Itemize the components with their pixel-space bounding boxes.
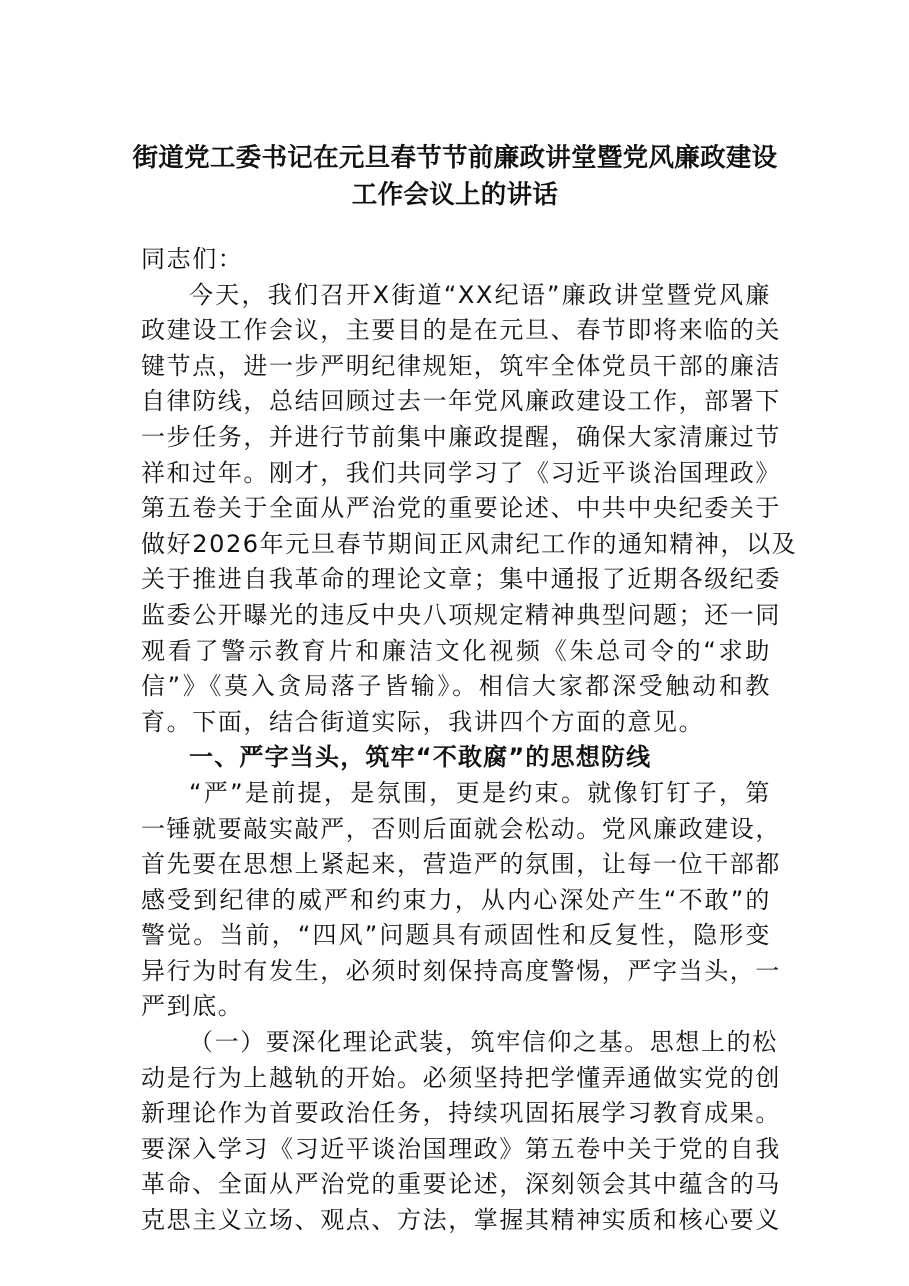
paragraph-intro [141,278,798,741]
paragraph-line: （一）要深化理论武装，筑牢信仰之基。思想上的松 [189,1028,778,1057]
paragraph-line: 自律防线，总结回顾过去一年党风廉政建设工作，部署下 [141,387,781,416]
paragraph-section1 [141,776,781,1025]
paragraph-line: 新理论作为首要政治任务，持续巩固拓展学习教育成果。 [141,1099,781,1128]
title-line-1: 街道党工委书记在元旦春节节前廉政讲堂暨党风廉政建设 [132,143,778,173]
paragraph-line: 观看了警示教育片和廉洁文化视频《朱总司令的“求助 [141,636,771,665]
paragraph-line: 警觉。当前，“四风”问题具有顽固性和反复性，隐形变 [141,921,771,950]
paragraph-line: 要深入学习《习近平谈治国理政》第五卷中关于党的自我 [141,1134,781,1163]
paragraph-line: 育。下面，结合街道实际，我讲四个方面的意见。 [141,707,705,736]
paragraph-line: 革命、全面从严治党的重要论述，深刻领会其中蕴含的马 [141,1170,781,1199]
paragraph-line: 关于推进自我革命的理论文章；集中通报了近期各级纪委 [141,565,781,594]
document-title [120,140,790,214]
paragraph-line: 感受到纪律的威严和约束力，从内心深处产生“不敢”的 [141,885,771,914]
paragraph-line: 第五卷关于全面从严治党的重要论述、中共中央纪委关于 [141,494,781,523]
paragraph-line: 严到底。 [141,992,244,1021]
paragraph-line: 祥和过年。刚才，我们共同学习了《习近平谈治国理政》 [141,458,781,487]
paragraph-line: 动是行为上越轨的开始。必须坚持把学懂弄通做实党的创 [141,1063,781,1092]
document-body [141,242,798,1239]
paragraph-line: 一锤就要敲实敲严，否则后面就会松动。党风廉政建设， [141,814,781,843]
paragraph-line: 异行为时有发生，必须时刻保持高度警惕，严字当头，一 [141,956,781,985]
salutation: 同志们： [141,245,244,273]
paragraph-line: 监委公开曝光的违反中央八项规定精神典型问题；还一同 [141,600,781,629]
paragraph-line: 今天，我们召开X街道“XX纪语”廉政讲堂暨党风廉 [189,280,771,309]
paragraph-line: 克思主义立场、观点、方法，掌握其精神实质和核心要义 [141,1206,781,1235]
paragraph-line: 键节点，进一步严明纪律规矩，筑牢全体党员干部的廉洁 [141,351,781,380]
paragraph-line: 政建设工作会议，主要目的是在元旦、春节即将来临的关 [141,316,781,345]
paragraph-subsection1 [141,1025,781,1239]
paragraph-line: 一步任务，并进行节前集中廉政提醒，确保大家清廉过节 [141,422,781,451]
paragraph-line: “严”是前提，是氛围，更是约束。就像钉钉子，第 [189,778,771,807]
paragraph-line: 首先要在思想上紧起来，营造严的氛围，让每一位干部都 [141,850,781,879]
section-heading-1: 一、严字当头，筑牢“不敢腐”的思想防线 [189,743,652,772]
title-line-2: 工作会议上的讲话 [351,180,559,210]
paragraph-line: 信”》《莫入贪局落子皆输》。相信大家都深受触动和教 [141,672,771,701]
paragraph-line: 做好2026年元旦春节期间正风肃纪工作的通知精神，以及 [141,529,798,558]
